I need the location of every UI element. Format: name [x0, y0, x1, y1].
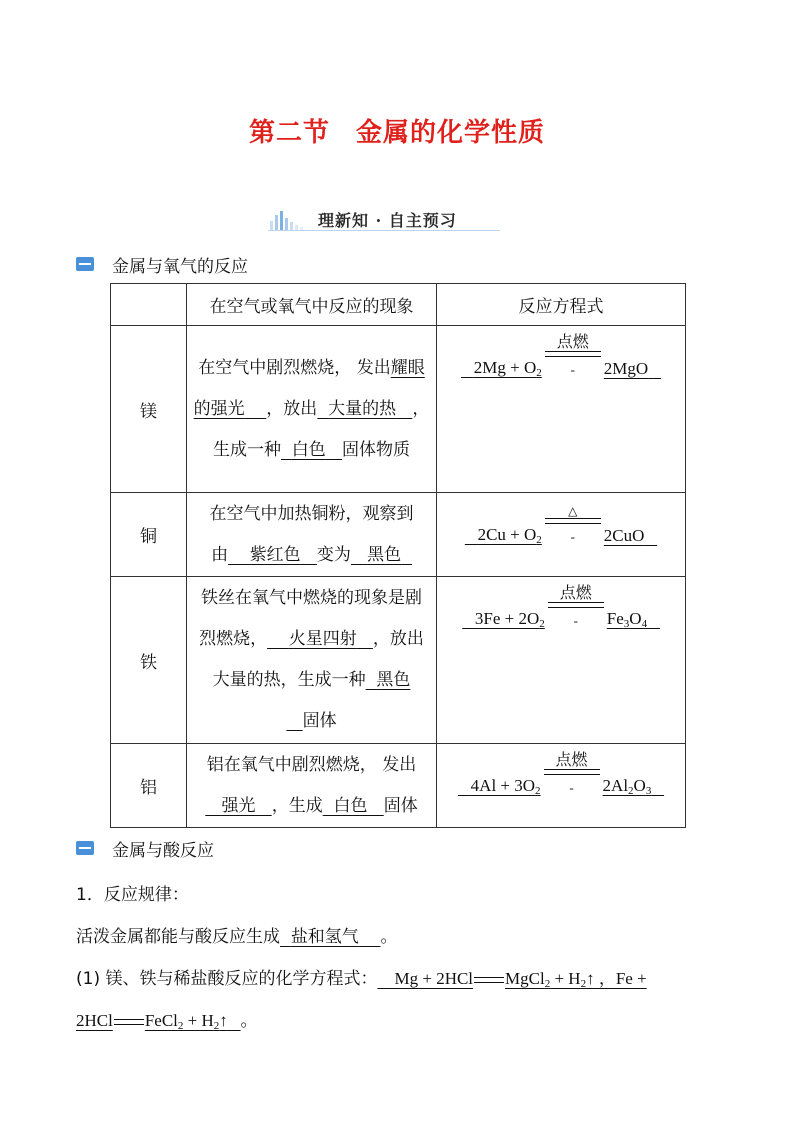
page-title	[0, 112, 794, 149]
section-heading-oxygen	[76, 253, 248, 275]
phenomenon-text: 固体	[302, 711, 337, 731]
metal-cell: 铁	[111, 577, 187, 744]
phenomenon-cell	[187, 577, 437, 744]
answer-blank: 大量的热	[328, 398, 397, 419]
phenomenon-text: 铁丝在氧气中燃烧的现象是剧烈燃烧，	[199, 588, 422, 649]
table-row	[111, 744, 686, 828]
answer-blank: 紫红色	[249, 544, 301, 565]
phenomenon-text: ，放出大量的热，生成一种	[212, 629, 424, 690]
section-2-label: 金属与酸反应	[112, 840, 214, 861]
paragraph-rule-text	[76, 922, 397, 947]
equation: $2Cu + O_2$ △ - 2CuO	[477, 504, 645, 546]
answer-blank: 火星四射	[288, 629, 357, 649]
answer-blank: 黑色	[376, 670, 411, 690]
equation-cell	[437, 744, 686, 828]
phenomenon-text: 在空气中剧烈燃烧， 发出	[198, 357, 391, 378]
text: (1) 镁、铁与稀盐酸反应的化学方程式：	[76, 969, 378, 989]
text: 。	[240, 1011, 258, 1031]
phenomenon-cell	[187, 493, 437, 577]
equation: $2Mg + O_2$ 点燃 - 2MgO	[473, 332, 649, 379]
equation: $3Fe + 2O_2$ 点燃 - $Fe_3O_4$	[474, 583, 648, 630]
phenomenon-cell	[187, 326, 437, 493]
answer-blank: 强光	[221, 795, 256, 816]
equation: $4Al + 3O_2$ 点燃 - $2Al_2O_3$	[470, 750, 652, 797]
table-row	[111, 326, 686, 493]
phenomenon-text: ，放出	[266, 398, 318, 419]
section-heading-acid	[76, 837, 214, 859]
table-header-row	[111, 284, 686, 326]
phenomenon-text: ，生成一种	[212, 398, 430, 460]
answer-blank: 黑色	[367, 544, 402, 565]
text: 。	[380, 927, 398, 947]
answer-equation: Mg + 2HCl MgCl$_2$ + $H_2↑$ ，Fe +	[394, 969, 647, 990]
section-banner	[268, 207, 500, 233]
answer-blank	[286, 711, 302, 731]
equation-cell	[437, 326, 686, 493]
condition-sign: 点燃 -	[545, 334, 601, 377]
banner-underline	[268, 230, 500, 231]
equation-cell	[437, 493, 686, 577]
metal-cell: 铝	[111, 744, 187, 828]
bar-decoration-icon	[268, 209, 314, 231]
header-cell: 在空气或氧气中反应的现象	[187, 284, 437, 326]
minus-box-icon	[76, 841, 94, 855]
phenomenon-text: 固体物质	[342, 439, 411, 460]
paragraph-equation-2	[76, 1006, 258, 1032]
condition-sign: △ -	[545, 505, 601, 544]
paragraph-rule: 1．反应规律：	[76, 885, 189, 905]
answer-blank: 盐和氢气	[290, 927, 359, 947]
table-row	[111, 493, 686, 577]
text: 活泼金属都能与酸反应生成	[76, 927, 280, 947]
phenomenon-text: 在空气中加热铜粉，观察到由	[209, 503, 414, 565]
phenomenon-text: 变为	[316, 544, 351, 565]
answer-blank: 耀眼的强光	[193, 357, 425, 419]
section-1-label: 金属与氧气的反应	[112, 256, 248, 277]
title-part-2: 金属的化学性质	[356, 118, 546, 148]
table-row	[111, 577, 686, 744]
phenomenon-text: ，生成	[271, 795, 323, 816]
title-part-1: 第二节	[248, 118, 330, 148]
condition-sign: 点燃 -	[544, 752, 600, 795]
condition-sign: 点燃 -	[548, 585, 604, 628]
metal-cell: 铜	[111, 493, 187, 577]
metal-cell: 镁	[111, 326, 187, 493]
header-cell: 反应方程式	[437, 284, 686, 326]
minus-box-icon	[76, 257, 94, 271]
equation-cell	[437, 577, 686, 744]
answer-equation: 2HCl FeCl$_2$ + $H_2↑$	[76, 1011, 228, 1032]
answer-blank: 白色	[291, 439, 326, 460]
header-cell	[111, 284, 187, 326]
reaction-table	[110, 283, 686, 828]
phenomenon-cell	[187, 744, 437, 828]
banner-text: 理新知 · 自主预习	[318, 211, 457, 230]
phenomenon-text: 固体	[383, 795, 418, 816]
phenomenon-text: 铝在氧气中剧烈燃烧， 发出	[206, 754, 417, 775]
paragraph-equation-1	[76, 964, 647, 990]
answer-blank: 白色	[333, 795, 368, 816]
